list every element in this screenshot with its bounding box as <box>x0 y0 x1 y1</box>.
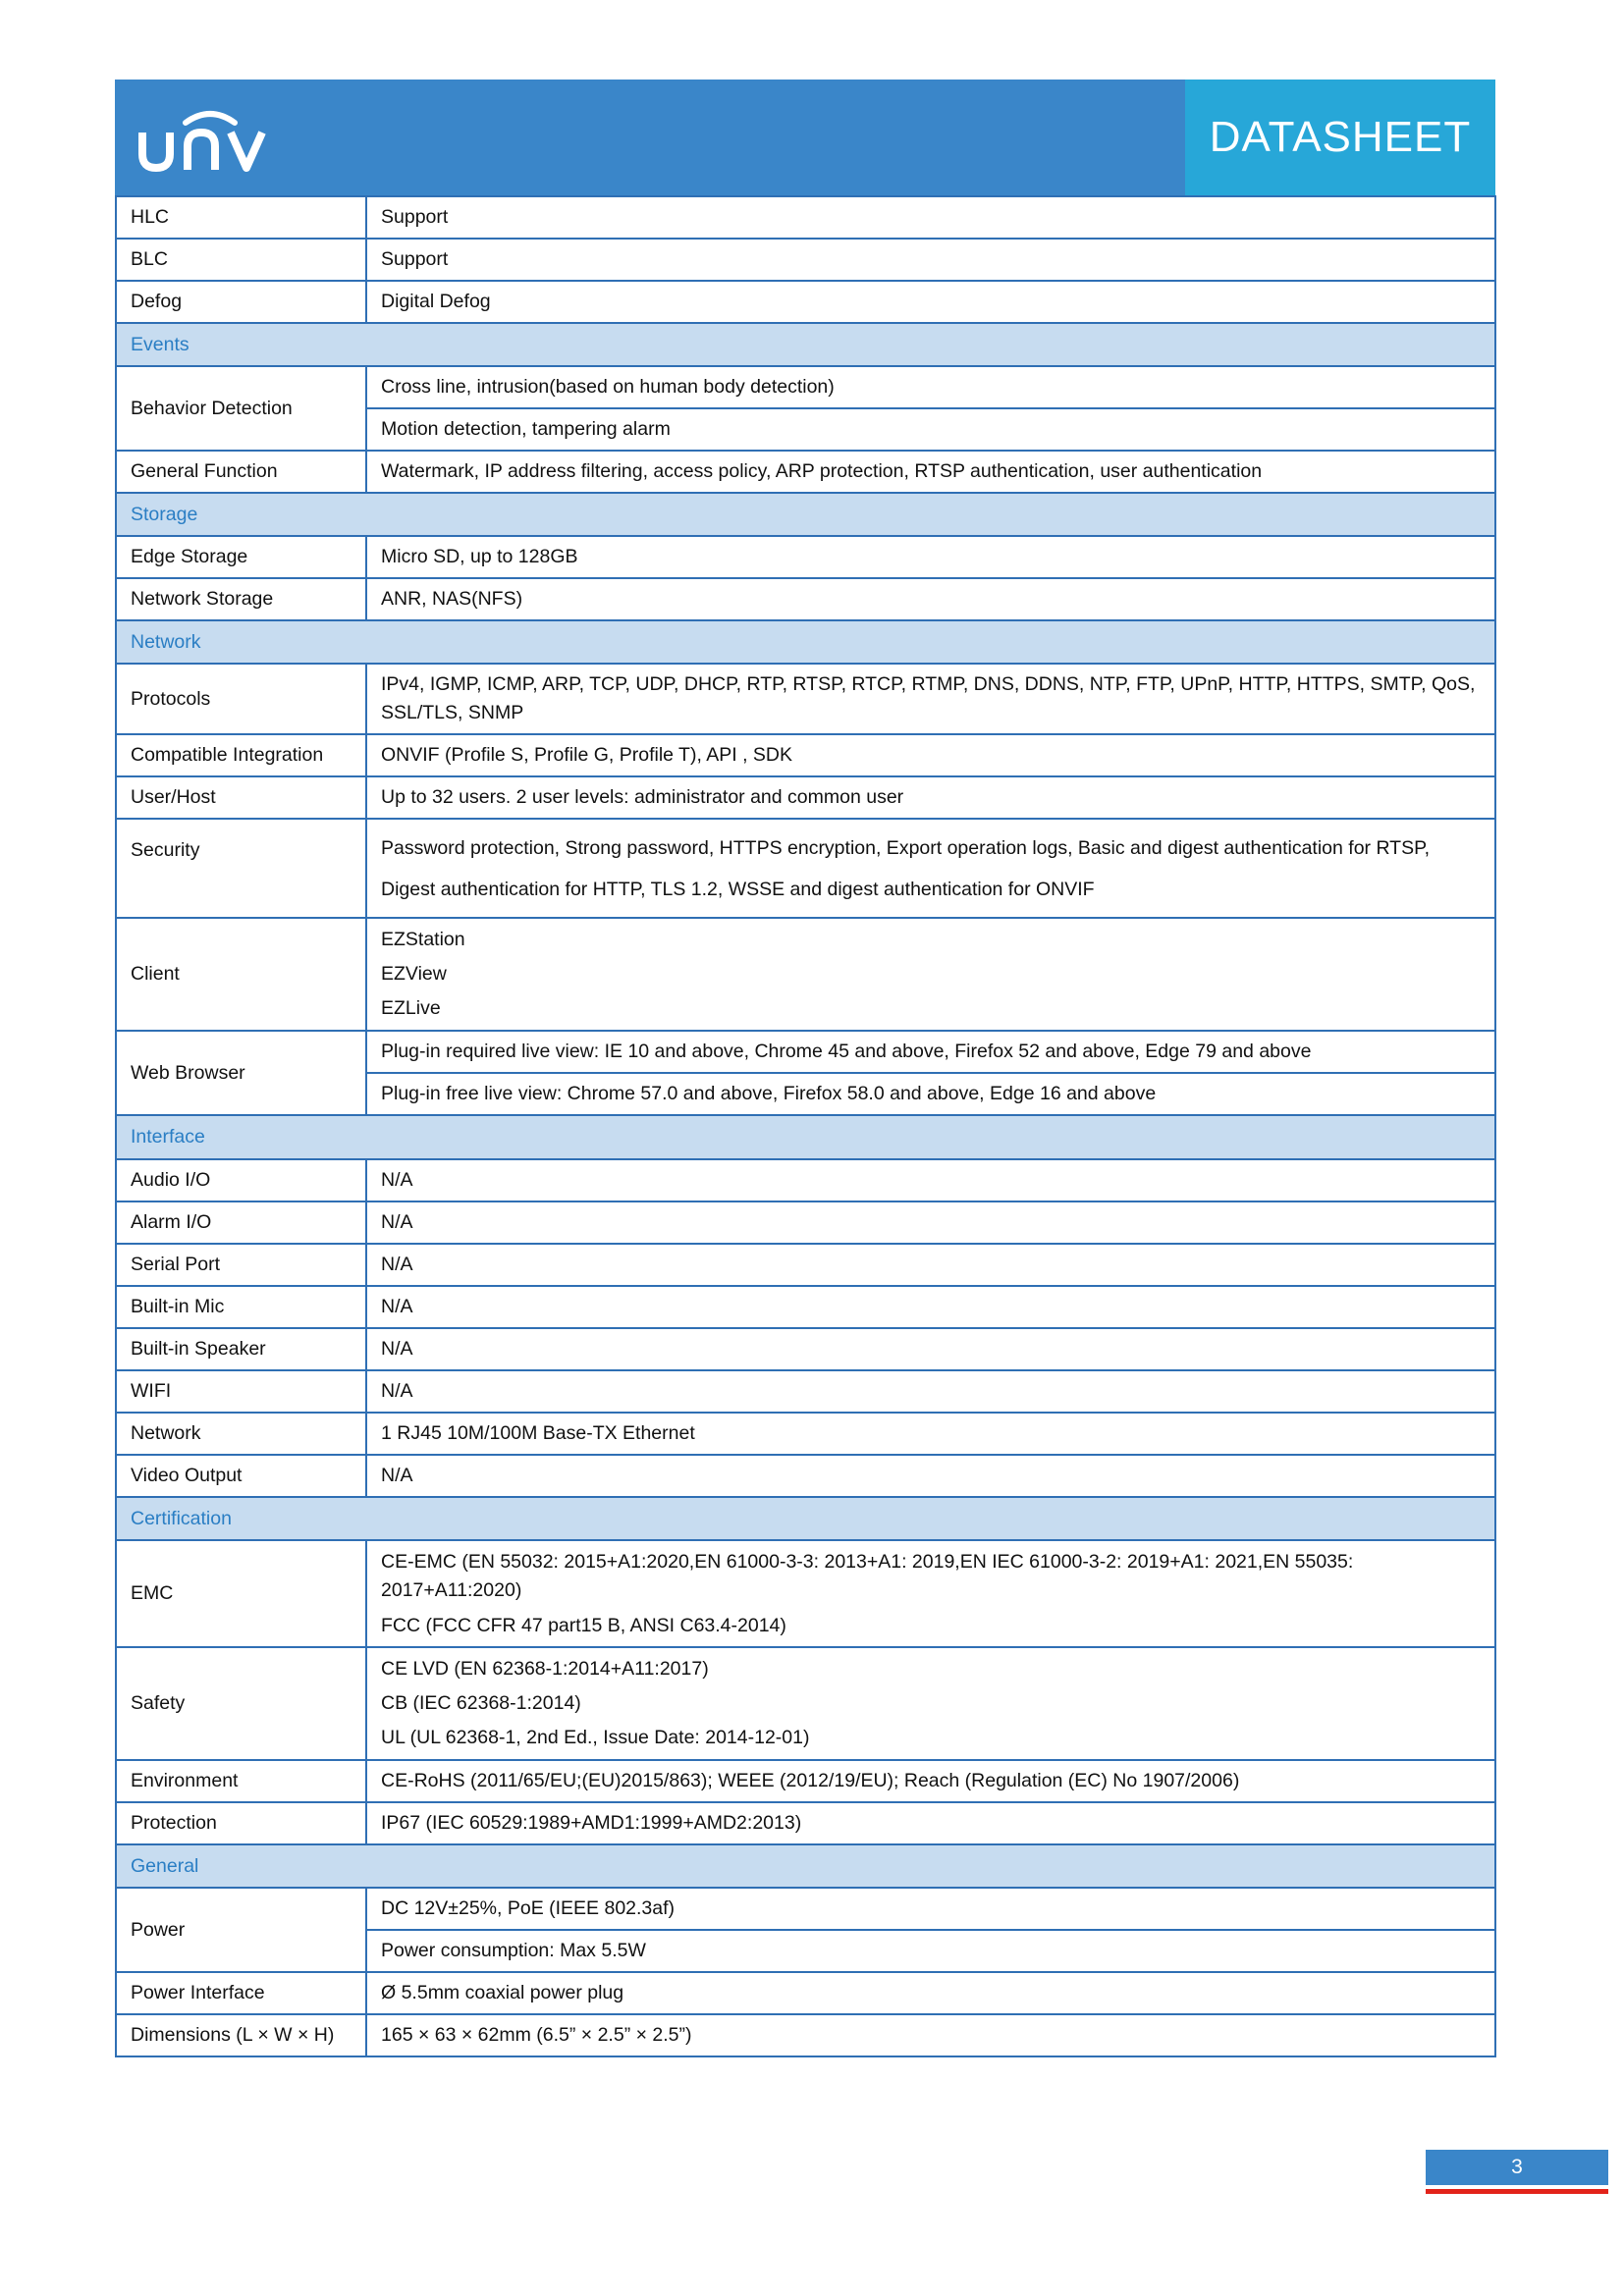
spec-value: Micro SD, up to 128GB <box>366 536 1495 578</box>
spec-value <box>366 1540 1495 1647</box>
spec-value <box>366 1647 1495 1760</box>
section-title: General <box>116 1844 1495 1888</box>
spec-value-line: 2017+A11:2020) <box>381 1578 522 1601</box>
table-row <box>116 1455 1495 1497</box>
spec-value: Motion detection, tampering alarm <box>366 408 1495 451</box>
spec-value <box>366 918 1495 1031</box>
table-row <box>116 196 1495 239</box>
spec-value-line: SSL/TLS, SNMP <box>381 702 524 723</box>
spec-key: Security <box>116 819 366 918</box>
spec-value: IP67 (IEC 60529:1989+AMD1:1999+AMD2:2013) <box>366 1802 1495 1844</box>
spec-value: Plug-in free live view: Chrome 57.0 and above, Firefox 58.0 and above, Edge 16 and above <box>366 1073 1495 1115</box>
spec-value: Plug-in required live view: IE 10 and above, Chrome 45 and above, Firefox 52 and above, Edge 79 and above <box>366 1031 1495 1073</box>
table-row <box>116 734 1495 776</box>
table-row <box>116 1201 1495 1244</box>
table-row <box>116 1760 1495 1802</box>
table-row <box>116 1802 1495 1844</box>
spec-value: N/A <box>366 1201 1495 1244</box>
spec-key: Alarm I/O <box>116 1201 366 1244</box>
table-row <box>116 1328 1495 1370</box>
spec-value-line: FCC (FCC CFR 47 part15 B, ANSI C63.4-2014) <box>381 1614 786 1636</box>
table-row <box>116 451 1495 493</box>
spec-value: N/A <box>366 1286 1495 1328</box>
section-title: Interface <box>116 1115 1495 1159</box>
table-row <box>116 1413 1495 1455</box>
spec-value: N/A <box>366 1159 1495 1201</box>
spec-key: Web Browser <box>116 1031 366 1115</box>
spec-key: Serial Port <box>116 1244 366 1286</box>
spec-key: Power Interface <box>116 1972 366 2014</box>
spec-key: Behavior Detection <box>116 366 366 451</box>
spec-table <box>115 195 1496 2057</box>
spec-key: Audio I/O <box>116 1159 366 1201</box>
spec-value: N/A <box>366 1244 1495 1286</box>
spec-key: WIFI <box>116 1370 366 1413</box>
spec-key: Network <box>116 1413 366 1455</box>
spec-value: ONVIF (Profile S, Profile G, Profile T), API , SDK <box>366 734 1495 776</box>
table-row <box>116 239 1495 281</box>
spec-value-line: EZLive <box>381 997 441 1019</box>
spec-value: Ø 5.5mm coaxial power plug <box>366 1972 1495 2014</box>
spec-key: Network Storage <box>116 578 366 620</box>
section-row-events <box>116 323 1495 366</box>
table-row <box>116 2014 1495 2056</box>
datasheet-tag: DATASHEET <box>1185 80 1495 195</box>
spec-value: CE-RoHS (2011/65/EU;(EU)2015/863); WEEE (2012/19/EU); Reach (Regulation (EC) No 1907/2006) <box>366 1760 1495 1802</box>
section-row-interface <box>116 1115 1495 1159</box>
spec-value: Cross line, intrusion(based on human body detection) <box>366 366 1495 408</box>
spec-value: Power consumption: Max 5.5W <box>366 1930 1495 1972</box>
section-title: Storage <box>116 493 1495 536</box>
spec-value-line: Password protection, Strong password, HTTPS encryption, Export operation logs, Basic and digest authentication for RTSP, <box>381 836 1431 859</box>
table-row <box>116 1370 1495 1413</box>
spec-value: 1 RJ45 10M/100M Base-TX Ethernet <box>366 1413 1495 1455</box>
table-row <box>116 1244 1495 1286</box>
spec-value: ANR, NAS(NFS) <box>366 578 1495 620</box>
table-row <box>116 664 1495 734</box>
section-title: Certification <box>116 1497 1495 1540</box>
spec-key: Protection <box>116 1802 366 1844</box>
spec-key: Environment <box>116 1760 366 1802</box>
table-row <box>116 918 1495 1031</box>
section-row-network <box>116 620 1495 664</box>
table-row <box>116 536 1495 578</box>
section-row-storage <box>116 493 1495 536</box>
spec-value-line: UL (UL 62368-1, 2nd Ed., Issue Date: 2014-12-01) <box>381 1727 810 1748</box>
table-row <box>116 366 1495 408</box>
spec-key: Defog <box>116 281 366 323</box>
spec-value-line: EZView <box>381 963 447 985</box>
table-row <box>116 1286 1495 1328</box>
spec-value: Support <box>366 196 1495 239</box>
spec-value-line: EZStation <box>381 929 465 950</box>
spec-value: N/A <box>366 1328 1495 1370</box>
spec-value: Support <box>366 239 1495 281</box>
spec-value: Digital Defog <box>366 281 1495 323</box>
spec-value: N/A <box>366 1370 1495 1413</box>
spec-key: Safety <box>116 1647 366 1760</box>
table-row <box>116 819 1495 918</box>
datasheet-header <box>115 80 1495 195</box>
spec-value: N/A <box>366 1455 1495 1497</box>
spec-key: Built-in Mic <box>116 1286 366 1328</box>
spec-value-line: CE LVD (EN 62368-1:2014+A11:2017) <box>381 1658 709 1680</box>
spec-key: Power <box>116 1888 366 1972</box>
page-number: 3 <box>1426 2150 1608 2185</box>
section-title: Network <box>116 620 1495 664</box>
table-row <box>116 776 1495 819</box>
spec-key: Video Output <box>116 1455 366 1497</box>
spec-value-line: Digest authentication for HTTP, TLS 1.2, WSSE and digest authentication for ONVIF <box>381 878 1095 900</box>
unv-logo <box>136 99 284 178</box>
spec-key: User/Host <box>116 776 366 819</box>
table-row <box>116 1159 1495 1201</box>
spec-value: DC 12V±25%, PoE (IEEE 802.3af) <box>366 1888 1495 1930</box>
spec-key: Edge Storage <box>116 536 366 578</box>
spec-key: EMC <box>116 1540 366 1647</box>
table-row <box>116 1031 1495 1073</box>
spec-value <box>366 664 1495 734</box>
page-number-underline <box>1426 2189 1608 2194</box>
section-row-general <box>116 1844 1495 1888</box>
spec-value <box>366 819 1495 918</box>
spec-key: Built-in Speaker <box>116 1328 366 1370</box>
section-row-certification <box>116 1497 1495 1540</box>
table-row <box>116 1647 1495 1760</box>
table-row <box>116 1540 1495 1647</box>
spec-key: General Function <box>116 451 366 493</box>
spec-value: 165 × 63 × 62mm (6.5” × 2.5” × 2.5”) <box>366 2014 1495 2056</box>
spec-key: Protocols <box>116 664 366 734</box>
spec-key: HLC <box>116 196 366 239</box>
spec-value-line: CB (IEC 62368-1:2014) <box>381 1692 581 1714</box>
spec-value-line: IPv4, IGMP, ICMP, ARP, TCP, UDP, DHCP, RTP, RTSP, RTCP, RTMP, DNS, DDNS, NTP, FTP, UPnP, HTTP, HTTPS, SMTP, QoS, <box>381 673 1476 695</box>
table-row <box>116 1972 1495 2014</box>
spec-key: Dimensions (L × W × H) <box>116 2014 366 2056</box>
section-title: Events <box>116 323 1495 366</box>
table-row <box>116 578 1495 620</box>
spec-key: BLC <box>116 239 366 281</box>
table-row <box>116 281 1495 323</box>
spec-key: Compatible Integration <box>116 734 366 776</box>
table-row <box>116 1888 1495 1930</box>
spec-value: Up to 32 users. 2 user levels: administrator and common user <box>366 776 1495 819</box>
spec-value: Watermark, IP address filtering, access policy, ARP protection, RTSP authentication, user authentication <box>366 451 1495 493</box>
spec-key: Client <box>116 918 366 1031</box>
spec-value-line: CE-EMC (EN 55032: 2015+A1:2020,EN 61000-3-3: 2013+A1: 2019,EN IEC 61000-3-2: 2019+A1: 2021,EN 55035: <box>381 1550 1354 1573</box>
